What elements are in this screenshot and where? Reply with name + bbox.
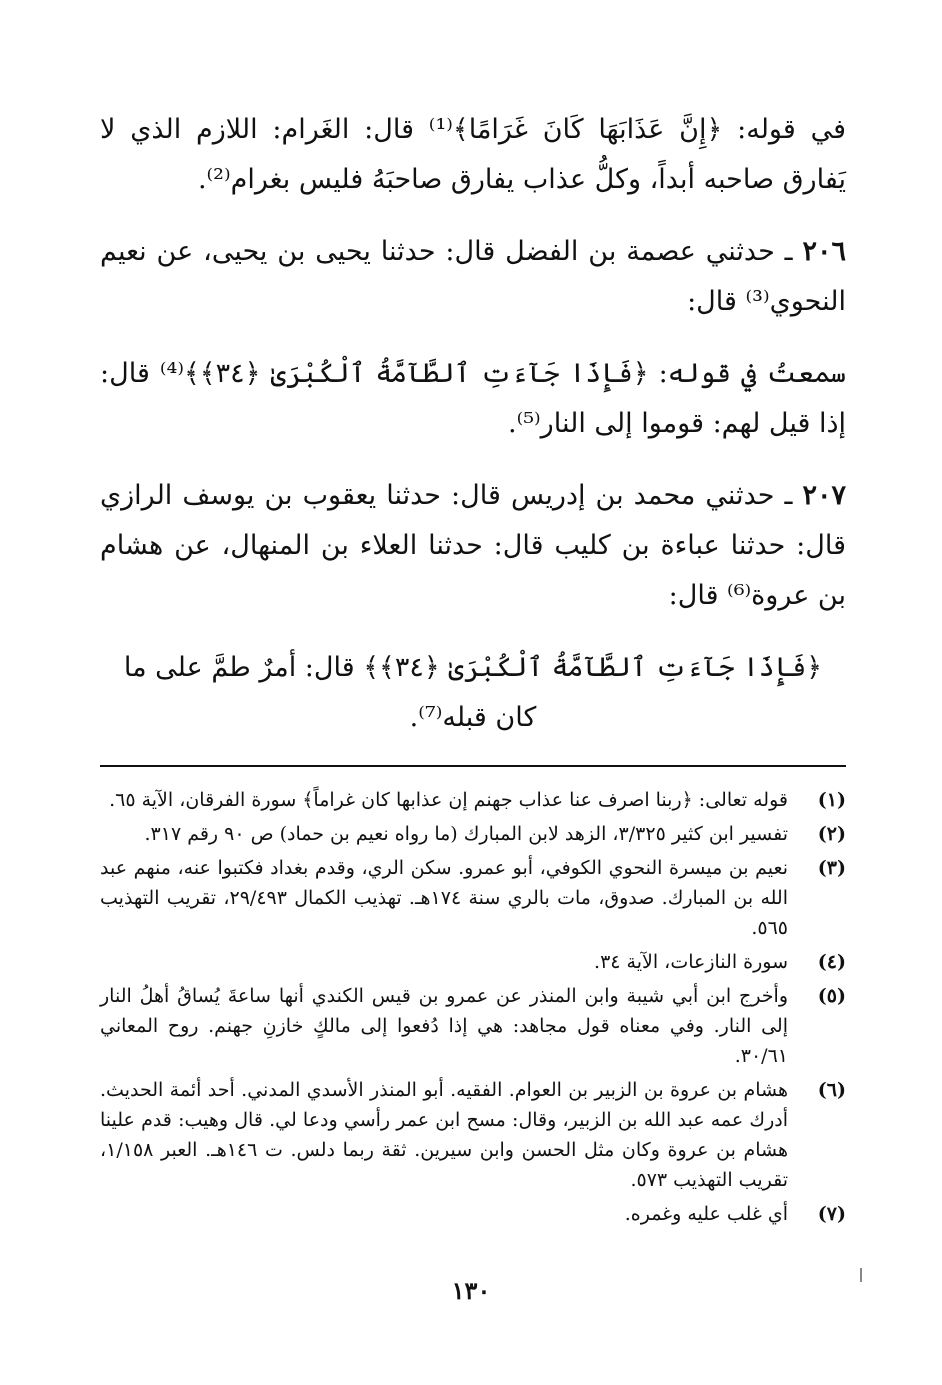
footnote-text: أي غلب عليه وغمره. xyxy=(624,1203,788,1225)
footnote-text: تفسير ابن كثير ٣/٣٢٥، الزهد لابن المبارك (ما رواه نعيم بن حماد) ص ٩٠ رقم ٣١٧. xyxy=(144,823,788,845)
paragraph-quran-commentary: في قوله: ﴿إِنَّ عَذَابَهَا كَانَ غَرَامًا﴾⁽¹⁾ قال: الغَرام: اللازم الذي لا يَفارق صاحبه أبداً، وكلُّ عذاب يفارق صاحبَهُ فليس بغرام⁽²⁾. xyxy=(100,114,846,195)
footnote-item xyxy=(100,981,846,1071)
page-number: ١٣٠ xyxy=(451,1276,491,1305)
hadith-207 xyxy=(100,471,846,621)
footnote-number: (٧) xyxy=(817,1203,846,1225)
hadith-206-text: ـ حدثني عصمة بن الفضل قال: حدثنا يحيى بن يحيى، عن نعيم النحوي⁽³⁾ قال: xyxy=(100,236,846,317)
footnote-number: (٥) xyxy=(817,985,846,1007)
footnote-item xyxy=(100,785,846,815)
footnote-item xyxy=(100,1075,846,1195)
hadith-number-206: ٢٠٦ xyxy=(802,236,846,267)
paragraph-verse-explanation: ﴿فَإِذَا جَآءَتِ ٱلطَّآمَّةُ ٱلْكُبْرَىٰ ﴿٣٤﴾﴾ قال: أمرٌ طمَّ على ما كان قبله⁽⁷⁾. xyxy=(123,652,823,733)
footnote-item xyxy=(100,947,846,977)
footnote-text: هشام بن عروة بن الزبير بن العوام. الفقيه. أبو المنذر الأسدي المدني. أحد أئمة الحديث. أدرك عمه عبد الله بن الزبير، وقال: مسح ابن عمر رأسي ودعا لي. قال وهيب: قدم علينا هشام بن عروة وكان مثل الحسن وابن سيرين. ثقة ربما دلس. ت ١٤٦هـ. العبر ١/١٥٨، تقريب التهذيب ٥٧٣. xyxy=(100,1079,789,1191)
paragraph-taamma: سمعتُ في قوله: ﴿فَإِذَا جَآءَتِ ٱلطَّآمَّةُ ٱلْكُبْرَىٰ ﴿٣٤﴾﴾⁽⁴⁾ قال: إذا قيل لهم: قوموا إلى النار⁽⁵⁾. xyxy=(100,358,847,439)
page-body xyxy=(100,105,846,1233)
footnote-text: سورة النازعات، الآية ٣٤. xyxy=(594,951,788,973)
footnote-item xyxy=(100,819,846,849)
footnote-number: (٢) xyxy=(817,823,846,845)
footnote-divider xyxy=(100,765,846,767)
footnote-text: قوله تعالى: ﴿ربنا اصرف عنا عذاب جهنم إن عذابها كان غراماً﴾ سورة الفرقان، الآية ٦٥. xyxy=(109,789,788,811)
footnotes xyxy=(100,785,846,1229)
footnote-number: (٦) xyxy=(817,1079,846,1101)
hadith-206 xyxy=(100,227,846,327)
footnote-item xyxy=(100,1199,846,1229)
hadith-207-text: ـ حدثني محمد بن إدريس قال: حدثنا يعقوب بن يوسف الرازي قال: حدثنا عباءة بن كليب قال: حدثنا العلاء بن المنهال، عن هشام بن عروة⁽⁶⁾ قال: xyxy=(100,480,846,611)
footnote-number: (٤) xyxy=(817,951,846,973)
main-text xyxy=(100,105,846,743)
footnote-item xyxy=(100,853,846,943)
hadith-number-207: ٢٠٧ xyxy=(802,480,846,511)
footnote-text: وأخرج ابن أبي شيبة وابن المنذر عن عمرو بن قيس الكندي أنها ساعةَ يُساقُ أهلُ النار إلى النار. وفي معناه قول مجاهد: هي إذا دُفعوا إلى مالكٍ خازنِ جهنم. روح المعاني ٣٠/٦١. xyxy=(100,985,788,1067)
footnote-number: (٣) xyxy=(817,857,846,879)
footnote-text: نعيم بن ميسرة النحوي الكوفي، أبو عمرو. سكن الري، وقدم بغداد فكتبوا عنه، منهم عبد الله بن المبارك. صدوق، مات بالري سنة ١٧٤هـ. تهذيب الكمال ٢٩/٤٩٣، تقريب التهذيب ٥٦٥. xyxy=(100,857,788,939)
footnote-number: (١) xyxy=(817,789,846,811)
